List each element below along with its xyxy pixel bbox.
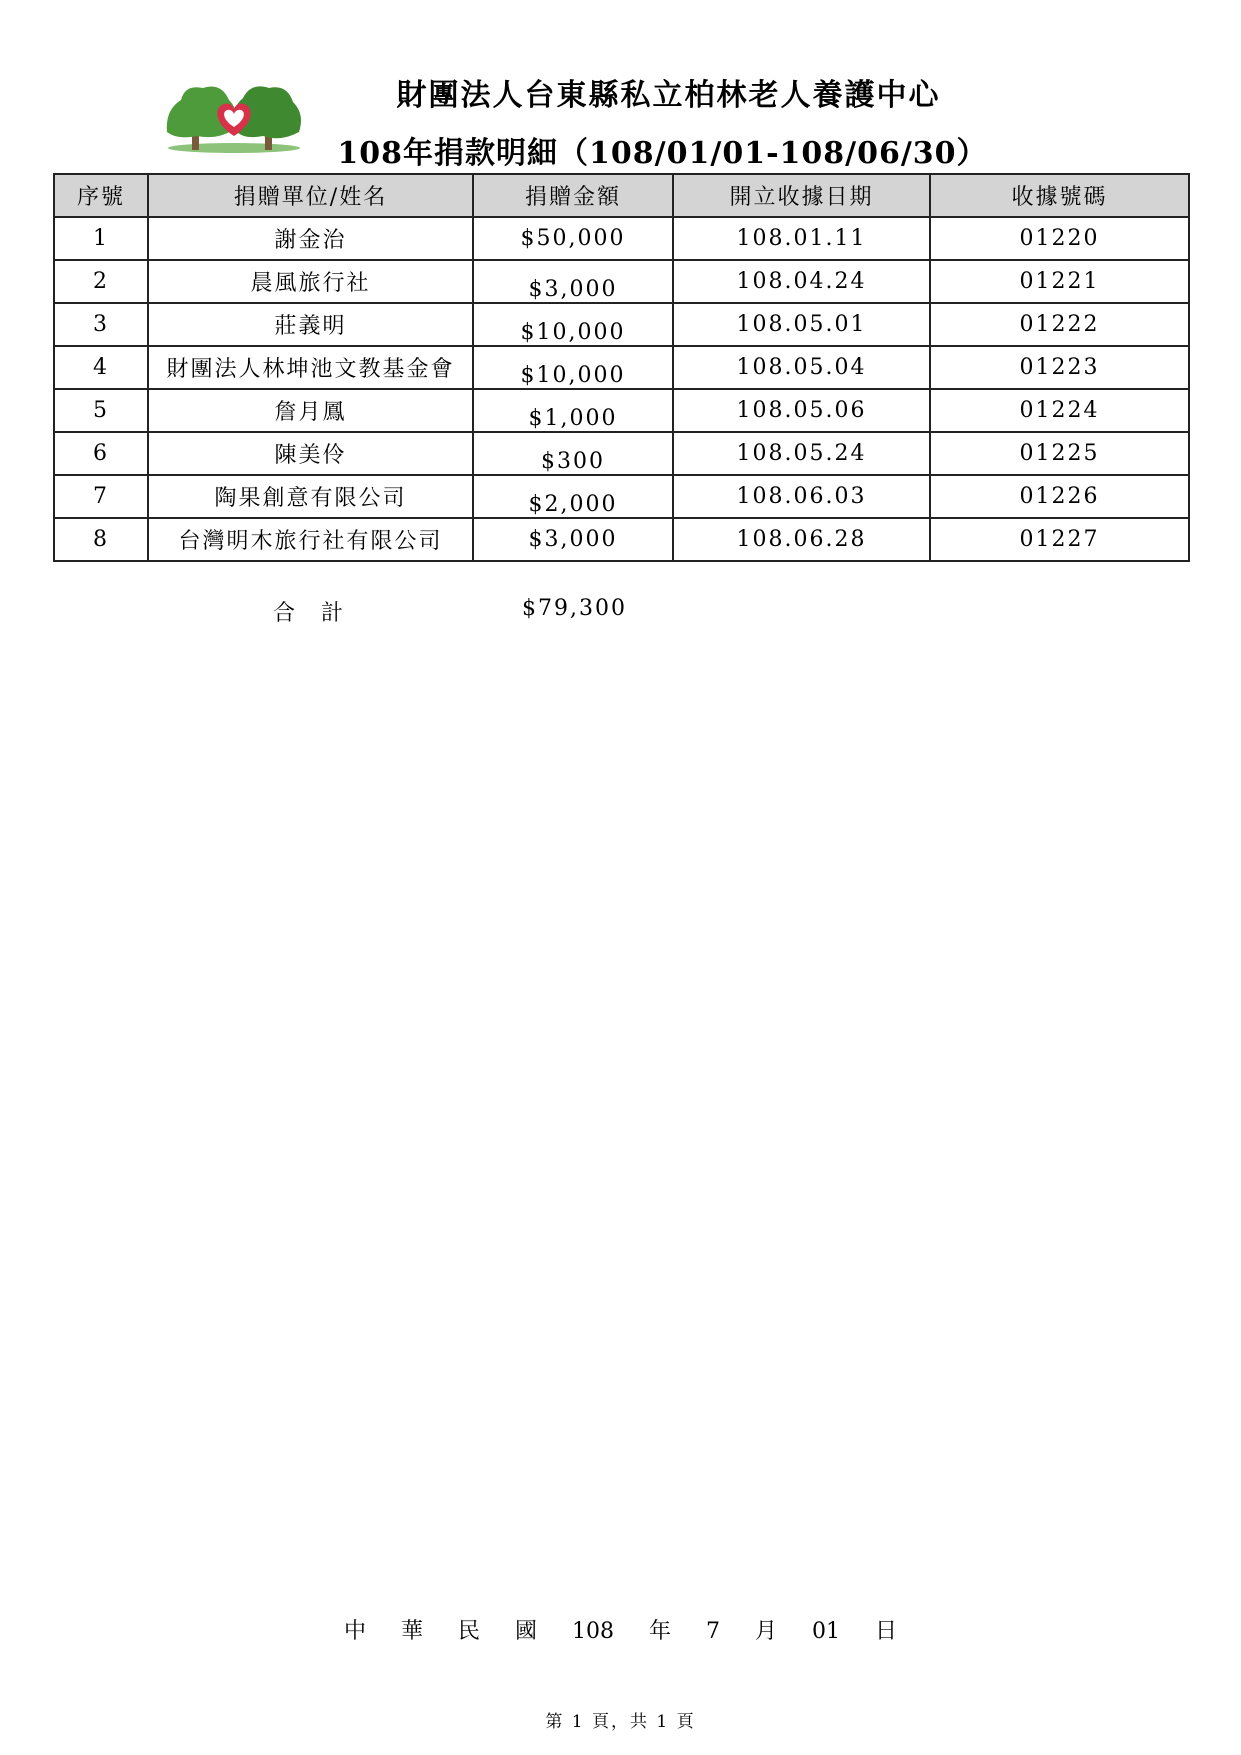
donation-amount: $10,000 — [473, 303, 673, 346]
donation-amount: $1,000 — [473, 389, 673, 432]
date-part: 中 — [343, 1619, 366, 1644]
page-number-footer: 第 1 頁，共 1 頁 — [545, 1712, 696, 1732]
donor-name: 財團法人林坤池文教基金會 — [148, 346, 473, 389]
receipt-number: 01226 — [930, 475, 1189, 518]
receipt-date: 108.06.28 — [673, 518, 930, 561]
receipt-number: 01225 — [930, 432, 1189, 475]
total-amount: $79,300 — [522, 596, 627, 621]
donor-name: 陶果創意有限公司 — [148, 475, 473, 518]
table-row — [54, 303, 1189, 346]
donation-amount: $300 — [473, 432, 673, 475]
receipt-date: 108.05.04 — [673, 346, 930, 389]
date-part: 7 — [706, 1619, 721, 1644]
receipt-number: 01220 — [930, 217, 1189, 260]
donation-amount: $3,000 — [473, 260, 673, 303]
row-number: 7 — [54, 475, 148, 518]
document-subtitle: 108年捐款明細（108/01/01-108/06/30） — [337, 136, 988, 171]
receipt-number: 01223 — [930, 346, 1189, 389]
receipt-date: 108.06.03 — [673, 475, 930, 518]
table-row — [54, 432, 1189, 475]
table-row — [54, 346, 1189, 389]
donation-table — [53, 173, 1190, 562]
row-number: 2 — [54, 260, 148, 303]
donation-amount: $50,000 — [473, 217, 673, 260]
receipt-number: 01221 — [930, 260, 1189, 303]
donation-amount: $3,000 — [473, 518, 673, 561]
receipt-date: 108.01.11 — [673, 217, 930, 260]
table-row — [54, 260, 1189, 303]
donor-name: 莊義明 — [148, 303, 473, 346]
date-part: 年 — [649, 1619, 672, 1644]
date-part: 日 — [875, 1619, 898, 1644]
donor-name: 台灣明木旅行社有限公司 — [148, 518, 473, 561]
receipt-date: 108.05.24 — [673, 432, 930, 475]
table-row — [54, 518, 1189, 561]
date-part: 月 — [755, 1619, 778, 1644]
row-number: 5 — [54, 389, 148, 432]
row-number: 1 — [54, 217, 148, 260]
donor-name: 詹月鳳 — [148, 389, 473, 432]
receipt-number: 01222 — [930, 303, 1189, 346]
row-number: 3 — [54, 303, 148, 346]
receipt-date: 108.04.24 — [673, 260, 930, 303]
organization-name: 財團法人台東縣私立柏林老人養護中心 — [396, 78, 941, 113]
date-part: 華 — [400, 1619, 423, 1644]
issue-date — [0, 1614, 1241, 1645]
donor-name: 晨風旅行社 — [148, 260, 473, 303]
table-header-row — [54, 174, 1189, 217]
column-header-no: 序號 — [54, 174, 148, 217]
column-header-date: 開立收據日期 — [673, 174, 930, 217]
date-part: 108 — [572, 1619, 614, 1644]
donation-amount: $2,000 — [473, 475, 673, 518]
receipt-date: 108.05.01 — [673, 303, 930, 346]
row-number: 8 — [54, 518, 148, 561]
receipt-number: 01227 — [930, 518, 1189, 561]
receipt-date: 108.05.06 — [673, 389, 930, 432]
column-header-receipt: 收據號碼 — [930, 174, 1189, 217]
receipt-number: 01224 — [930, 389, 1189, 432]
row-number: 4 — [54, 346, 148, 389]
column-header-amount: 捐贈金額 — [473, 174, 673, 217]
date-part: 民 — [457, 1619, 480, 1644]
donor-name: 陳美伶 — [148, 432, 473, 475]
donor-name: 謝金治 — [148, 217, 473, 260]
table-row — [54, 475, 1189, 518]
total-label: 合 計 — [273, 601, 346, 626]
table-row — [54, 389, 1189, 432]
date-part: 01 — [812, 1619, 841, 1644]
donation-amount: $10,000 — [473, 346, 673, 389]
table-row — [54, 217, 1189, 260]
column-header-donor: 捐贈單位/姓名 — [148, 174, 473, 217]
date-part: 國 — [514, 1619, 537, 1644]
row-number: 6 — [54, 432, 148, 475]
